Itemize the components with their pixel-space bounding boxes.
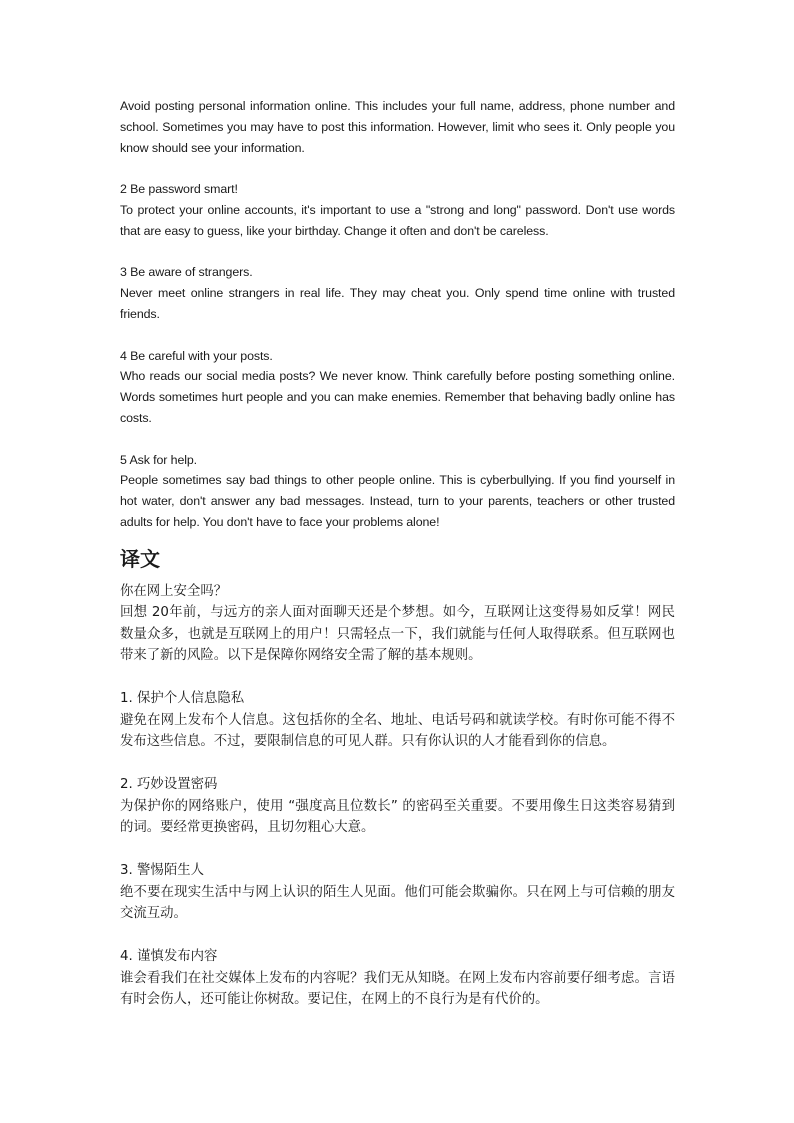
- english-heading-4: 4 Be careful with your posts.: [120, 348, 273, 363]
- chinese-heading-2: 2. 巧妙设置密码: [120, 777, 218, 793]
- chinese-body-3: 绝不要在现实生活中与网上认识的陌生人见面。他们可能会欺骗你。只在网上与可信赖的朋友交流互动。: [120, 884, 675, 922]
- chinese-heading-3: 3. 警惕陌生人: [120, 863, 204, 879]
- chinese-heading-1: 1. 保护个人信息隐私: [120, 691, 245, 707]
- english-body-2: To protect your online accounts, it's important to use a "strong and long" password. Don't use words that are easy to guess, like your birthday. Change it often and don't be careless.: [120, 202, 675, 238]
- chinese-heading-4: 4. 谨慎发布内容: [120, 949, 218, 965]
- english-section-2: [120, 179, 675, 241]
- chinese-body-2: 为保护你的网络账户，使用 “强度高且位数长” 的密码至关重要。不要用像生日这类容易猜到的词。要经常更换密码，且切勿粗心大意。: [120, 798, 675, 836]
- chinese-body-4: 谁会看我们在社交媒体上发布的内容呢？我们无从知晓。在网上发布内容前要仔细考虑。言语有时会伤人，还可能让你树敌。要记住，在网上的不良行为是有代价的。: [120, 970, 675, 1008]
- english-text: [120, 96, 675, 533]
- english-heading-5: 5 Ask for help.: [120, 452, 198, 467]
- chinese-section-4: [120, 946, 675, 1011]
- chinese-section-2: [120, 774, 675, 839]
- chinese-body-1: 避免在网上发布个人信息。这包括你的全名、地址、电话号码和就读学校。有时你可能不得不发布这些信息。不过，要限制信息的可见人群。只有你认识的人才能看到你的信息。: [120, 712, 675, 750]
- chinese-intro: [120, 581, 675, 667]
- english-section-4: [120, 346, 675, 429]
- english-section-3: [120, 262, 675, 324]
- english-body-4: Who reads our social media posts? We never know. Think carefully before posting something online. Words sometimes hurt people and you can make enemies. Remember that behaving badly online has costs.: [120, 369, 675, 425]
- document-page: [120, 96, 675, 1011]
- english-section-5: [120, 450, 675, 533]
- english-body-5: People sometimes say bad things to other people online. This is cyberbullying. If you find yourself in hot water, don't answer any bad messages. Instead, turn to your parents, teachers or other trusted adults for help. You don't have to face your problems alone!: [120, 473, 675, 529]
- english-body-3: Never meet online strangers in real life. They may cheat you. Only spend time online with trusted friends.: [120, 286, 675, 321]
- chinese-section-3: [120, 860, 675, 925]
- chinese-text: [120, 581, 675, 1011]
- english-paragraph-1: Avoid posting personal information online. This includes your full name, address, phone number and school. Sometimes you may have to post this information. However, limit who sees it. Only people you know should see your information.: [120, 99, 675, 155]
- chinese-section-1: [120, 688, 675, 753]
- chinese-intro-body: 回想 20年前，与远方的亲人面对面聊天还是个梦想。如今，互联网让这变得易如反掌！网民数量众多，也就是互联网上的用户！只需轻点一下，我们就能与任何人取得联系。但互联网也带来了新的风险。以下是保障你网络安全需了解的基本规则。: [120, 605, 675, 664]
- translation-title: 译文: [120, 546, 160, 571]
- english-heading-3: 3 Be aware of strangers.: [120, 265, 253, 280]
- chinese-question: 你在网上安全吗？: [120, 583, 228, 599]
- english-heading-2: 2 Be password smart!: [120, 182, 238, 197]
